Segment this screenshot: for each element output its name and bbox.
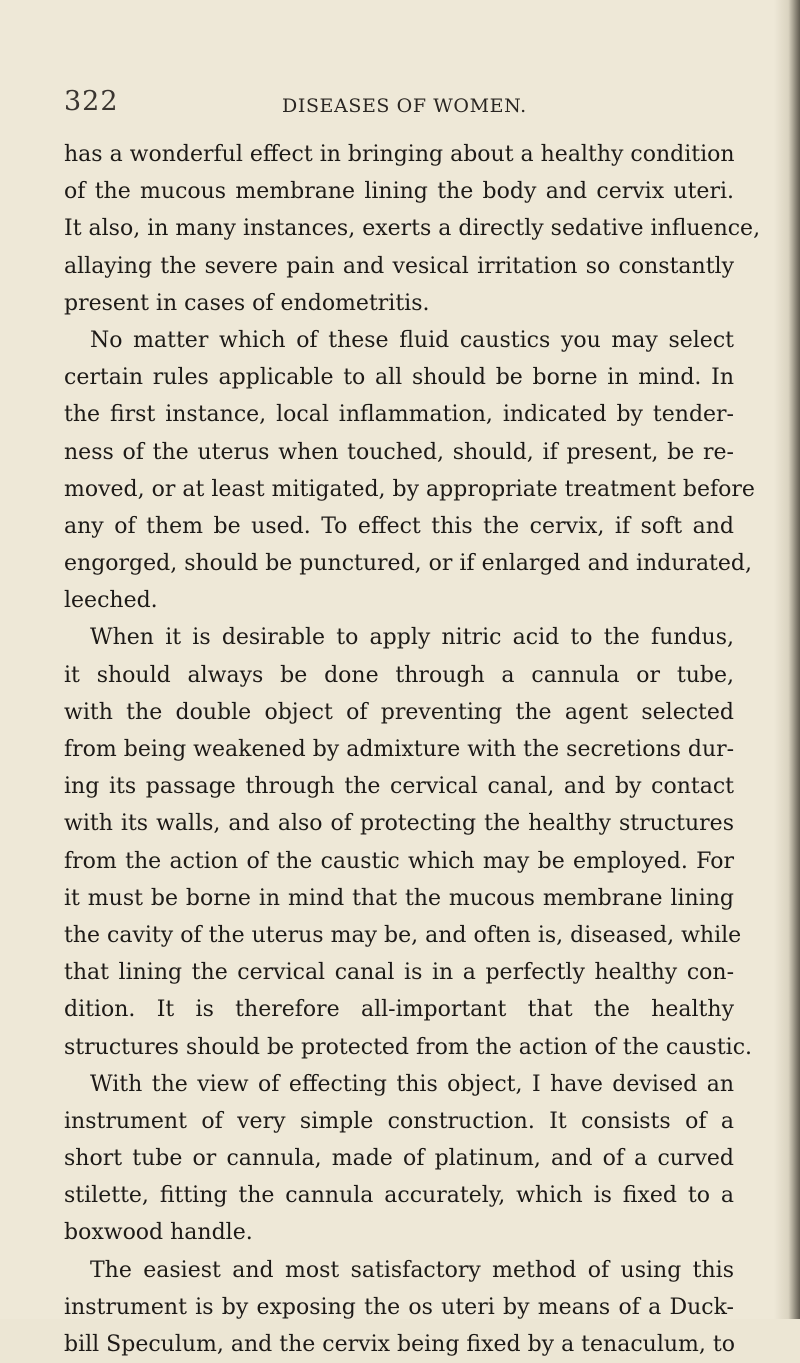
text-line: With the view of effecting this object, I have devised an [90, 1071, 734, 1097]
text-line: of the mucous membrane lining the body and cervix uteri. [64, 179, 734, 205]
text-line: certain rules applicable to all should be borne in mind. In [64, 365, 734, 391]
text-line: engorged, should be punctured, or if enlarged and indurated, [64, 551, 752, 577]
text-line: any of them be used. To effect this the cervix, if soft and [64, 513, 734, 539]
text-line: has a wonderful effect in bringing about a healthy condition [64, 142, 735, 167]
text-line: ing its passage through the cervical canal, and by contact [64, 774, 734, 800]
text-line: the cavity of the uterus may be, and often is, diseased, while [64, 922, 742, 948]
text-line: stilette, fitting the cannula accurately, which is fixed to a [64, 1183, 734, 1209]
text-line: from being weakened by admixture with the secretions dur- [64, 737, 735, 762]
text-line: moved, or at least mitigated, by appropriate treatment before [64, 476, 755, 502]
text-line: It also, in many instances, exerts a directly sedative influence, [64, 216, 761, 242]
text-line: that lining the cervical canal is in a perfectly healthy con- [64, 960, 734, 986]
text-line: leeched. [64, 588, 158, 614]
text-line: ness of the uterus when touched, should, if present, be re- [64, 439, 734, 465]
text-line: from the action of the caustic which may be employed. For [64, 848, 734, 874]
page-number: 322 [64, 86, 119, 117]
text-line: it must be borne in mind that the mucous membrane lining [64, 885, 734, 911]
text-line: short tube or cannula, made of platinum, and of a curved [64, 1146, 734, 1172]
text-line: instrument of very simple construction. It consists of a [64, 1108, 734, 1134]
body-text [64, 136, 761, 1363]
text-line: boxwood handle. [64, 1220, 253, 1246]
text-line: with the double object of preventing the agent selected [64, 699, 734, 725]
text-line: allaying the severe pain and vesical irritation so constantly [64, 253, 734, 279]
text-line: No matter which of these fluid caustics you may select [90, 327, 734, 353]
text-line: with its walls, and also of protecting the healthy structures [64, 811, 734, 837]
text-line: The easiest and most satisfactory method of using this [90, 1257, 734, 1283]
text-line: the first instance, local inflammation, indicated by tender- [64, 402, 734, 428]
page-edge-shadow [774, 0, 800, 1319]
text-line: When it is desirable to apply nitric acid to the fundus, [90, 625, 734, 651]
text-line: structures should be protected from the action of the caustic. [64, 1034, 753, 1060]
text-line: instrument is by exposing the os uteri by means of a Duck- [64, 1294, 734, 1320]
running-head: DISEASES OF WOMEN. [282, 95, 527, 117]
text-line: dition. It is therefore all-important that the healthy [64, 997, 734, 1023]
text-line: bill Speculum, and the cervix being fixed by a tenaculum, to [64, 1332, 735, 1357]
text-line: present in cases of endometritis. [64, 290, 430, 316]
text-line: it should always be done through a cannula or tube, [64, 662, 734, 688]
